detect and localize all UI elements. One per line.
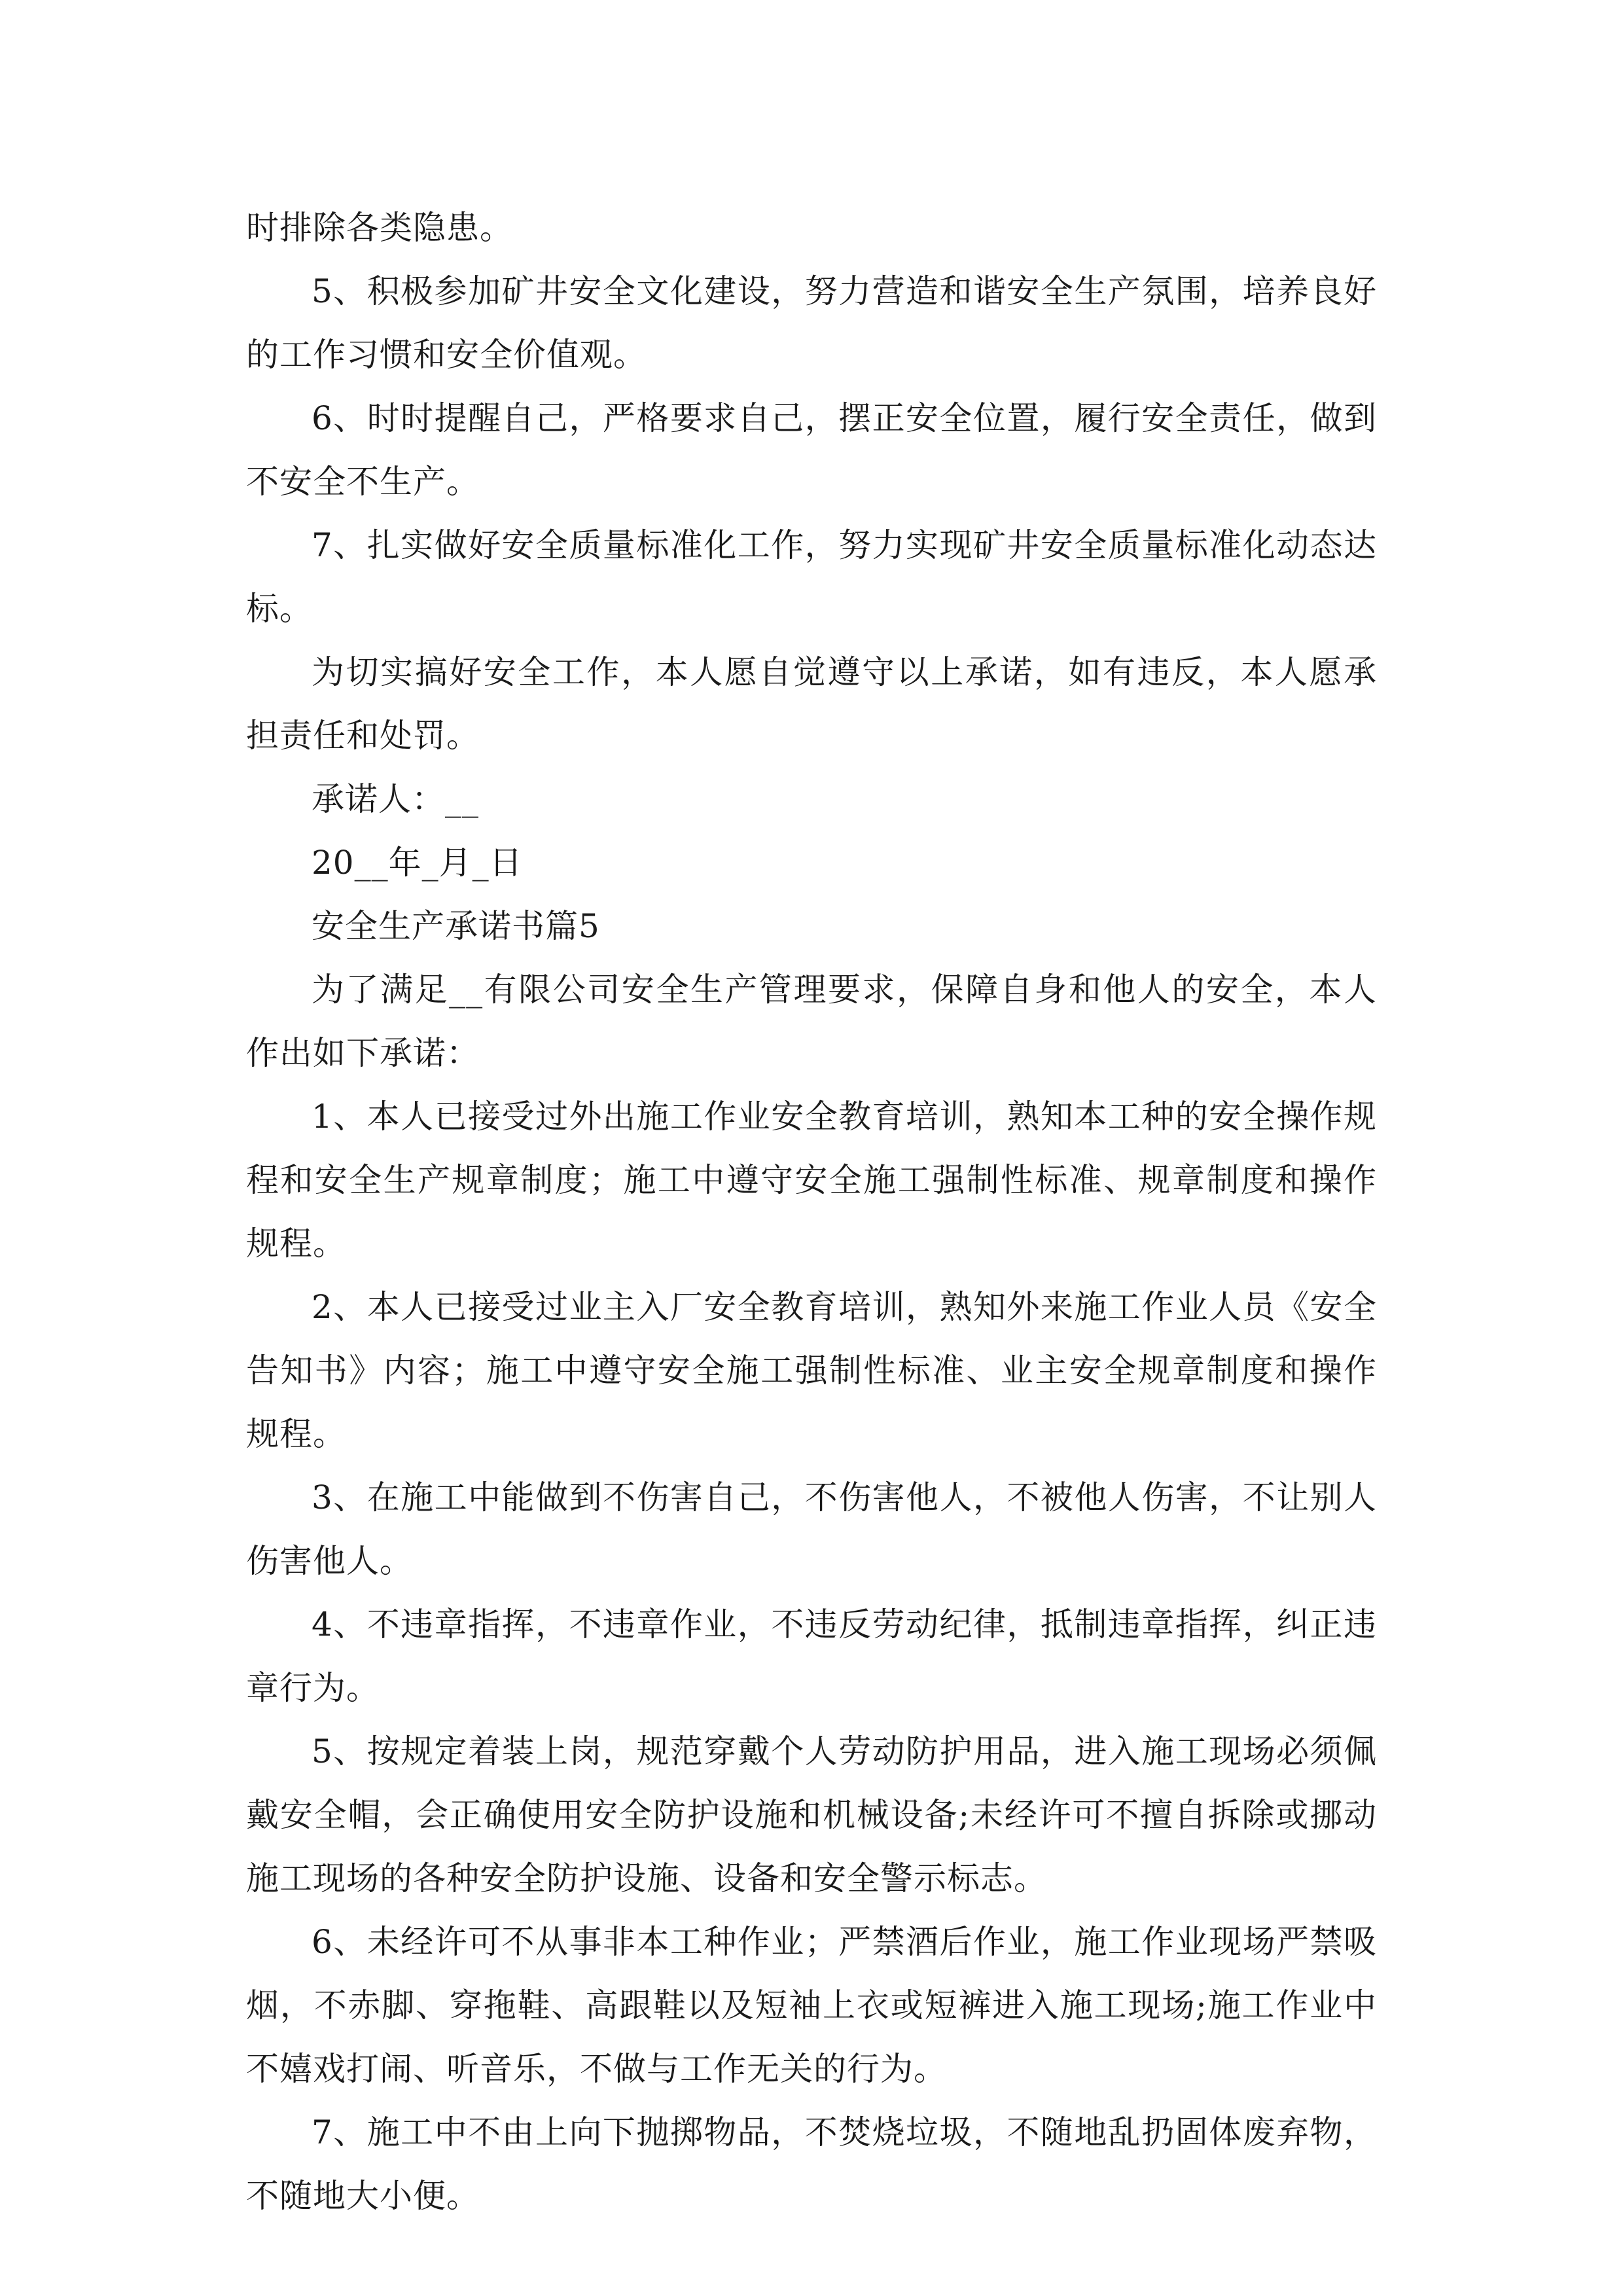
paragraph-item-6b: 6、未经许可不从事非本工种作业；严禁酒后作业，施工作业现场严禁吸烟，不赤脚、穿拖鞋、高跟鞋以及短袖上衣或短裤进入施工现场;施工作业中不嬉戏打闹、听音乐，不做与工作无关的行为。	[246, 1923, 1377, 2088]
paragraph-item-6: 6、时时提醒自己，严格要求自己，摆正安全位置，履行安全责任，做到不安全不生产。	[246, 399, 1377, 501]
section-heading: 安全生产承诺书篇5	[312, 907, 600, 945]
paragraph-pledge-statement: 为切实搞好安全工作，本人愿自觉遵守以上承诺，如有违反，本人愿承担责任和处罚。	[246, 653, 1377, 755]
paragraph-item-2: 2、本人已接受过业主入厂安全教育培训，熟知外来施工作业人员《安全告知书》内容；施工中遵守安全施工强制性标准、业主安全规章制度和操作规程。	[246, 1288, 1377, 1453]
paragraph-intro: 为了满足__有限公司安全生产管理要求，保障自身和他人的安全，本人作出如下承诺：	[246, 971, 1377, 1072]
paragraph-item-1: 1、本人已接受过外出施工作业安全教育培训，熟知本工种的安全操作规程和安全生产规章制度；施工中遵守安全施工强制性标准、规章制度和操作规程。	[246, 1098, 1377, 1263]
paragraph-continuation: 时排除各类隐患。	[246, 209, 513, 247]
paragraph-item-7: 7、扎实做好安全质量标准化工作，努力实现矿井安全质量标准化动态达标。	[246, 526, 1377, 628]
paragraph-item-7b: 7、施工中不由上向下抛掷物品，不焚烧垃圾，不随地乱扔固体废弃物，不随地大小便。	[246, 2113, 1377, 2215]
paragraph-item-3: 3、在施工中能做到不伤害自己，不伤害他人，不被他人伤害，不让别人伤害他人。	[246, 1479, 1377, 1580]
paragraph-item-5b: 5、按规定着装上岗，规范穿戴个人劳动防护用品，进入施工现场必须佩戴安全帽，会正确使用安全防护设施和机械设备;未经许可不擅自拆除或挪动施工现场的各种安全防护设施、设备和安全警示标志。	[246, 1732, 1377, 1897]
paragraph-item-5: 5、积极参加矿井安全文化建设，努力营造和谐安全生产氛围，培养良好的工作习惯和安全价值观。	[246, 272, 1377, 374]
signature-line: 承诺人：__	[312, 780, 479, 818]
date-line: 20__年_月_日	[312, 844, 523, 882]
paragraph-item-4: 4、不违章指挥，不违章作业，不违反劳动纪律，抵制违章指挥，纠正违章行为。	[246, 1605, 1377, 1707]
document-body	[246, 196, 1377, 2228]
